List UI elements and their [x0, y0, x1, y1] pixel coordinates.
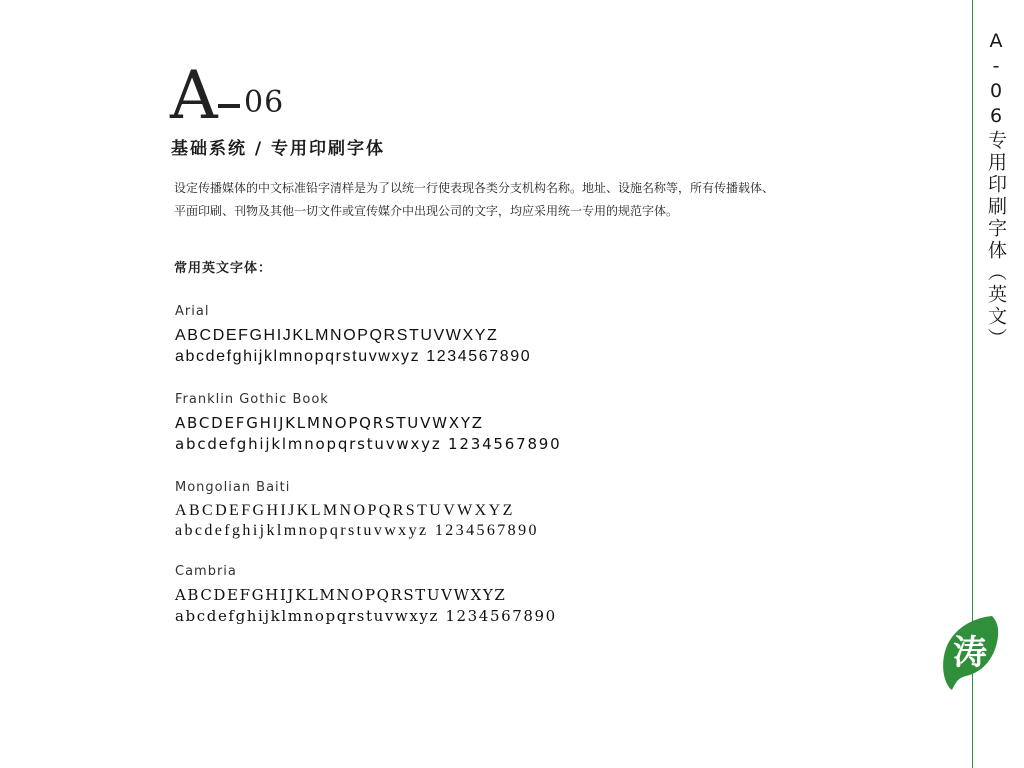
- font-lowercase-sample: abcdefghijklmnopqrstuvwxyz 1234567890: [175, 607, 557, 625]
- leaf-logo-icon: [940, 612, 1000, 692]
- page-code-letter: A: [170, 57, 217, 134]
- font-lowercase-sample: abcdefghijklmnopqrstuvwxyz 1234567890: [175, 435, 562, 453]
- page-code-dash: [218, 104, 240, 108]
- side-vertical-title: A-06专用印刷字体（英文）: [985, 30, 1007, 350]
- font-name: Franklin Gothic Book: [175, 392, 329, 407]
- intro-line-1: 设定传播媒体的中文标准铅字清样是为了以统一行使表现各类分支机构名称。地址、设施名称等，所有传播载体、: [174, 181, 775, 195]
- font-lowercase-sample: abcdefghijklmnopqrstuvwxyz 1234567890: [175, 522, 539, 539]
- font-name: Mongolian Baiti: [175, 480, 291, 495]
- font-uppercase-sample: ABCDEFGHIJKLMNOPQRSTUVWXYZ: [175, 586, 507, 604]
- section-label: 常用英文字体：: [174, 261, 273, 276]
- font-uppercase-sample: ABCDEFGHIJKLMNOPQRSTUVWXYZ: [175, 414, 484, 432]
- intro-line-2: 平面印刷、刊物及其他一切文件或宣传媒介中出现公司的文字，均应采用统一专用的规范字体。: [174, 204, 679, 218]
- page-code-number: 06: [244, 85, 285, 120]
- font-name: Arial: [175, 304, 210, 319]
- font-uppercase-sample: ABCDEFGHIJKLMNOPQRSTUVWXYZ: [175, 502, 515, 519]
- font-sample-cambria: [175, 564, 557, 627]
- font-name: Cambria: [175, 564, 237, 579]
- page-subtitle: 基础系统 / 专用印刷字体: [171, 139, 386, 159]
- font-lowercase-sample: abcdefghijklmnopqrstuvwxyz 1234567890: [175, 348, 532, 365]
- font-sample-mongolian-baiti: [175, 480, 539, 541]
- font-sample-franklin-gothic: [175, 392, 562, 455]
- logo-glyph: 涛: [953, 633, 987, 673]
- font-uppercase-sample: ABCDEFGHIJKLMNOPQRSTUVWXYZ: [175, 327, 499, 344]
- font-sample-arial: [175, 304, 531, 367]
- intro-paragraph: [174, 177, 874, 223]
